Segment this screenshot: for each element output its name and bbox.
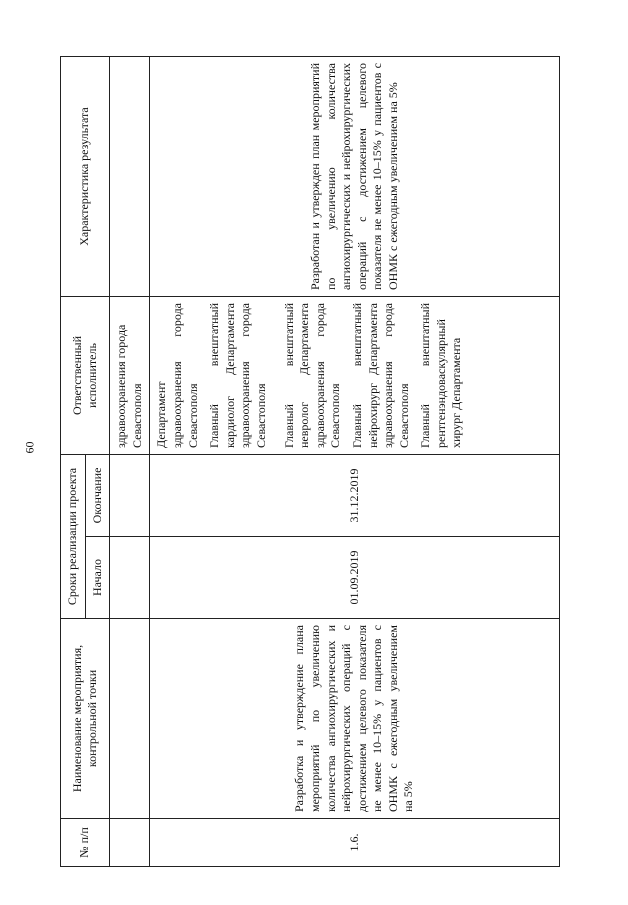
cell-start: 01.09.2019 (150, 537, 560, 619)
cell-characteristic: Разработан и утвержден план мероприятий по увеличению количества ангиохирургических и нейрохирургических операций с достижением целевого показателя не менее 10–15% у пациентов с ОНМК с ежегодным увеличением на 5% (150, 57, 560, 297)
responsible-item: Главный внештатный нейрохирург Департамента здравоохранения города Севастополя (349, 303, 411, 448)
responsible-item: Департамент здравоохранения города Севастополя (154, 303, 200, 448)
header-name: Наименование мероприятия, контрольной точки (61, 619, 110, 819)
cell-num: 1.6. (150, 819, 560, 867)
cell-empty (110, 455, 150, 537)
responsible-item: Главный внештатный кардиолог Департамента здравоохранения города Севастополя (207, 303, 268, 448)
header-characteristic: Характеристика результата (61, 57, 110, 297)
table-row-1-6 (150, 57, 560, 867)
header-responsible: Ответственный исполнитель (61, 297, 110, 455)
project-table (60, 56, 560, 867)
header-start: Начало (85, 537, 110, 619)
cell-end: 31.12.2019 (150, 455, 560, 537)
cell-empty (110, 537, 150, 619)
cell-empty (110, 57, 150, 297)
rotated-table-wrapper (60, 57, 560, 867)
cell-name: Разработка и утверждение плана мероприятий по увеличению количества ангиохирургических и нейрохирургических операций с достижением целевого показателя не менее 10–15% у пациентов с ОНМК с ежегодным увеличением на 5% (150, 619, 560, 819)
cell-responsible (150, 297, 560, 455)
responsible-item: Главный внештатный рентгенэндоваскулярный хирург Департамента (418, 303, 464, 448)
cell-empty (110, 819, 150, 867)
table-row-carry (110, 57, 150, 867)
responsible-item: Главный внештатный невролог Департамента здравоохранения города Севастополя (281, 303, 343, 448)
header-num: № п/п (61, 819, 110, 867)
cell-empty (110, 619, 150, 819)
header-end: Окончание (85, 455, 110, 537)
cell-carry-responsible: здравоохранения города Севастополя (110, 297, 150, 455)
header-dates: Сроки реализации проекта (61, 455, 86, 619)
page-number: 60 (22, 441, 37, 454)
